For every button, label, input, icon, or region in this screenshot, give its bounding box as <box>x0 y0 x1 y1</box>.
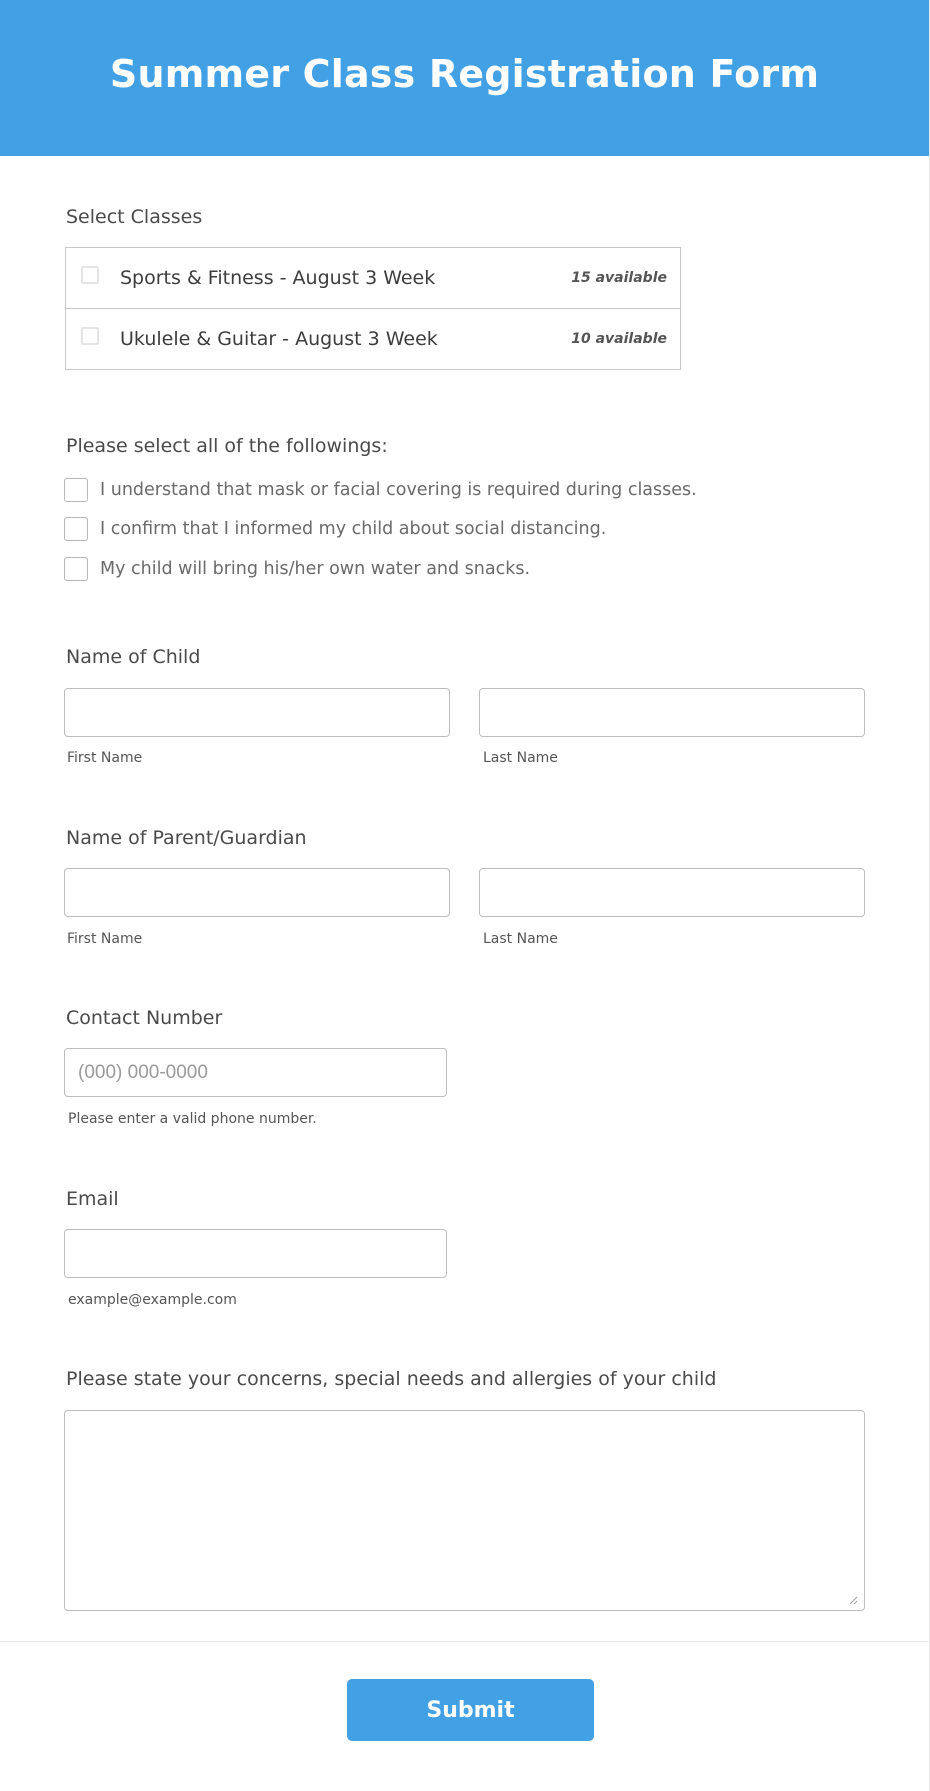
agreement-checkbox-water-snacks[interactable] <box>64 557 88 581</box>
class-option-sports-fitness[interactable] <box>66 248 680 309</box>
child-last-name-sublabel: Last Name <box>483 750 558 766</box>
concerns-label: Please state your concerns, special needs and allergies of your child <box>66 1368 717 1390</box>
class-name: Sports & Fitness - August 3 Week <box>120 267 436 289</box>
agreement-mask[interactable] <box>64 478 697 502</box>
parent-first-name-input[interactable] <box>64 868 450 917</box>
email-label: Email <box>66 1188 119 1210</box>
agreement-water-snacks[interactable] <box>64 557 530 581</box>
contact-number-label: Contact Number <box>66 1007 223 1029</box>
concerns-textarea[interactable] <box>64 1410 865 1611</box>
parent-last-name-input[interactable] <box>479 868 865 917</box>
child-first-name-sublabel: First Name <box>67 750 143 766</box>
resize-grip-icon[interactable] <box>849 1596 858 1605</box>
select-classes-label: Select Classes <box>66 206 203 228</box>
agreement-checkbox-social-distancing[interactable] <box>64 517 88 541</box>
agreements-label: Please select all of the followings: <box>66 435 388 457</box>
agreement-social-distancing[interactable] <box>64 517 606 541</box>
class-checkbox-ukulele-guitar[interactable] <box>81 327 99 345</box>
parent-first-name-sublabel: First Name <box>67 931 143 947</box>
class-availability: 15 available <box>571 270 667 286</box>
contact-number-input[interactable] <box>64 1048 447 1097</box>
form-title: Summer Class Registration Form <box>109 52 820 96</box>
child-first-name-input[interactable] <box>64 688 450 737</box>
footer-divider <box>0 1641 930 1642</box>
child-name-label: Name of Child <box>66 646 201 668</box>
agreement-text: My child will bring his/her own water and snacks. <box>100 559 531 579</box>
class-option-ukulele-guitar[interactable] <box>66 309 680 370</box>
email-input[interactable] <box>64 1229 447 1278</box>
child-last-name-input[interactable] <box>479 688 865 737</box>
submit-button[interactable]: Submit <box>347 1679 594 1741</box>
class-list <box>65 247 681 370</box>
agreement-text: I confirm that I informed my child about social distancing. <box>100 519 607 539</box>
form-header <box>0 0 929 156</box>
class-checkbox-sports-fitness[interactable] <box>81 266 99 284</box>
contact-number-sublabel: Please enter a valid phone number. <box>68 1111 317 1127</box>
email-sublabel: example@example.com <box>68 1292 237 1308</box>
agreement-text: I understand that mask or facial covering is required during classes. <box>100 480 697 500</box>
parent-last-name-sublabel: Last Name <box>483 931 558 947</box>
agreement-checkbox-mask[interactable] <box>64 478 88 502</box>
class-availability: 10 available <box>571 331 667 347</box>
parent-name-label: Name of Parent/Guardian <box>66 827 307 849</box>
class-name: Ukulele & Guitar - August 3 Week <box>120 328 438 350</box>
